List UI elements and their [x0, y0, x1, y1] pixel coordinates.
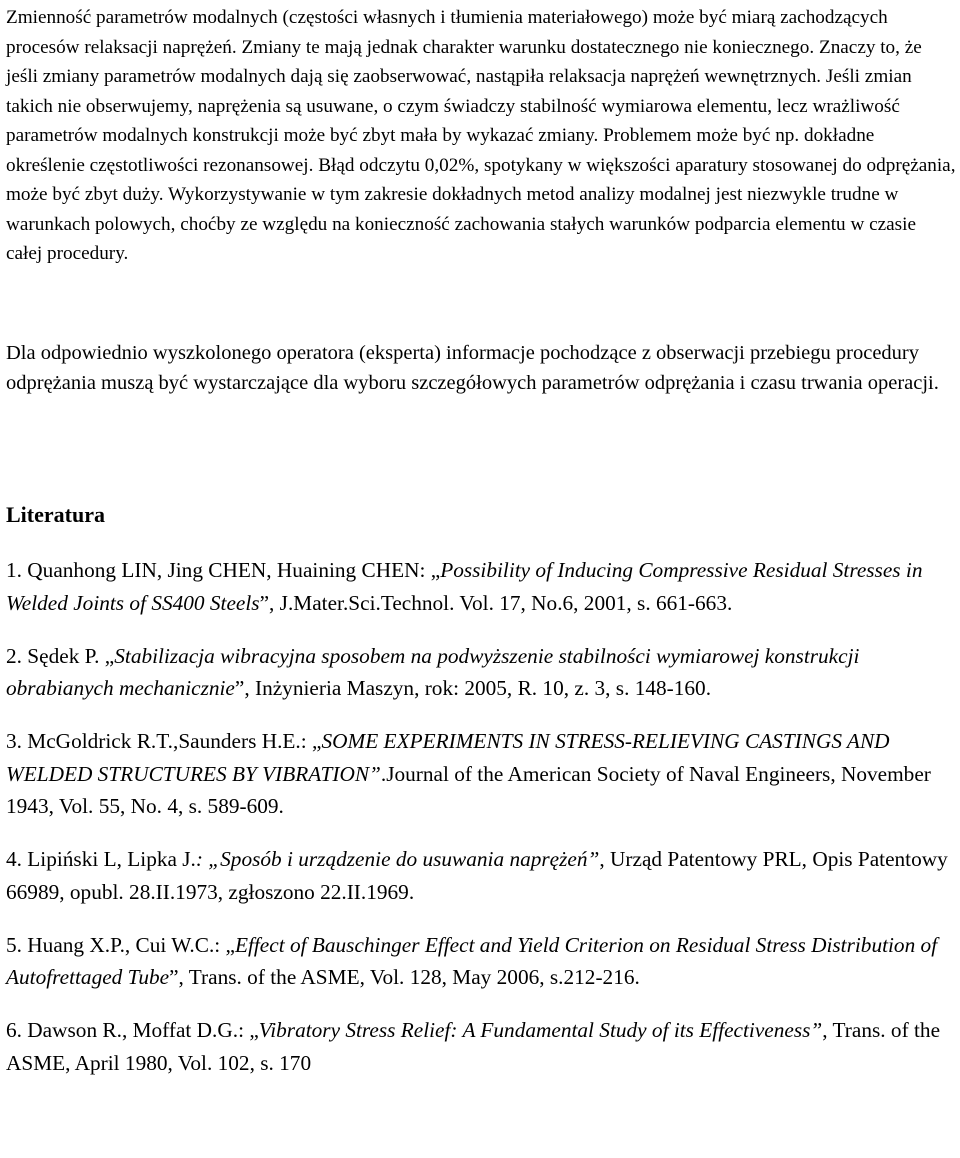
- reference-authors: 6. Dawson R., Moffat D.G.: „: [6, 1018, 259, 1042]
- reference-item: [6, 725, 956, 823]
- reference-source: , Trans. of the ASME, April 1980, Vol. 102, s. 170: [6, 1018, 941, 1075]
- reference-title: : „Sposób i urządzenie do usuwania naprężeń”: [195, 847, 600, 871]
- reference-source: , Urząd Patentowy PRL, Opis Patentowy 66989, opubl. 28.II.1973, zgłoszono 22.II.1969.: [6, 847, 948, 904]
- reference-authors: 4. Lipiński L, Lipka J.: [6, 847, 196, 871]
- reference-title: Possibility of Inducing Compressive Residual Stresses in Welded Joints of SS400 Steels: [6, 558, 923, 615]
- reference-item: [6, 1014, 956, 1079]
- reference-item: [6, 554, 956, 619]
- reference-title: Effect of Bauschinger Effect and Yield Criterion on Residual Stress Distribution of Autofrettaged Tube: [6, 932, 938, 989]
- reference-item: [6, 929, 956, 994]
- reference-item: [6, 640, 956, 705]
- reference-authors: 2. Sędek P. „: [6, 643, 115, 668]
- reference-title: Vibratory Stress Relief: A Fundamental Study of its Effectiveness”: [258, 1018, 823, 1042]
- reference-title: SOME EXPERIMENTS IN STRESS-RELIEVING CASTINGS AND WELDED STRUCTURES BY VIBRATION”: [6, 729, 890, 786]
- reference-title: Stabilizacja wibracyjna sposobem na podwyższenie stabilności wymiarowej konstrukcji obrabianych mechanicznie: [6, 643, 860, 700]
- reference-source: ”, Inżynieria Maszyn, rok: 2005, R. 10, z. 3, s. 148-160.: [234, 676, 712, 700]
- section-heading: Literatura: [6, 502, 105, 527]
- reference-source: ”, J.Mater.Sci.Technol. Vol. 17, No.6, 2001, s. 661-663.: [259, 590, 733, 615]
- reference-authors: 3. McGoldrick R.T.,Saunders H.E.: „: [6, 729, 322, 753]
- reference-list: [6, 554, 956, 1100]
- reference-authors: 5. Huang X.P., Cui W.C.: „: [6, 932, 235, 957]
- reference-authors: 1. Quanhong LIN, Jing CHEN, Huaining CHEN: „: [6, 558, 441, 582]
- body-paragraph: Dla odpowiednio wyszkolonego operatora (eksperta) informacje pochodzące z obserwacji przebiegu procedury odprężania muszą być wystarczające dla wyboru szczegółowych parametrów odprężania i czasu trwania operacji.: [6, 342, 939, 394]
- reference-source: ”, Trans. of the ASME, Vol. 128, May 2006, s.212-216.: [169, 965, 640, 989]
- reference-item: [6, 843, 956, 908]
- body-paragraph: Zmienność parametrów modalnych (częstości własnych i tłumienia materiałowego) może być miarą zachodzących procesów relaksacji naprężeń. Zmiany te mają jednak charakter warunku dostatecznego nie koniecznego. Znaczy to, że jeśli zmiany parametrów modalnych dają się zaobserwować, nastąpiła relaksacja naprężeń wewnętrznych. Jeśli zmian takich nie obserwujemy, naprężenia są usuwane, o czym świadczy stabilność wymiarowa elementu, lecz wrażliwość parametrów modalnych konstrukcji może być zbyt mała by wykazać zmiany. Problemem może być np. dokładne określenie częstotliwości rezonansowej. Błąd odczytu 0,02%, spotykany w większości aparatury stosowanej do odprężania, może być zbyt duży. Wykorzystywanie w tym zakresie dokładnych metod analizy modalnej jest niezwykle trudne w warunkach polowych, choćby ze względu na konieczność zachowania stałych warunków podparcia elementu w czasie całej procedury.: [6, 7, 956, 264]
- reference-source: .Journal of the American Society of Naval Engineers, November 1943, Vol. 55, No. 4, s. 589-609.: [6, 761, 931, 818]
